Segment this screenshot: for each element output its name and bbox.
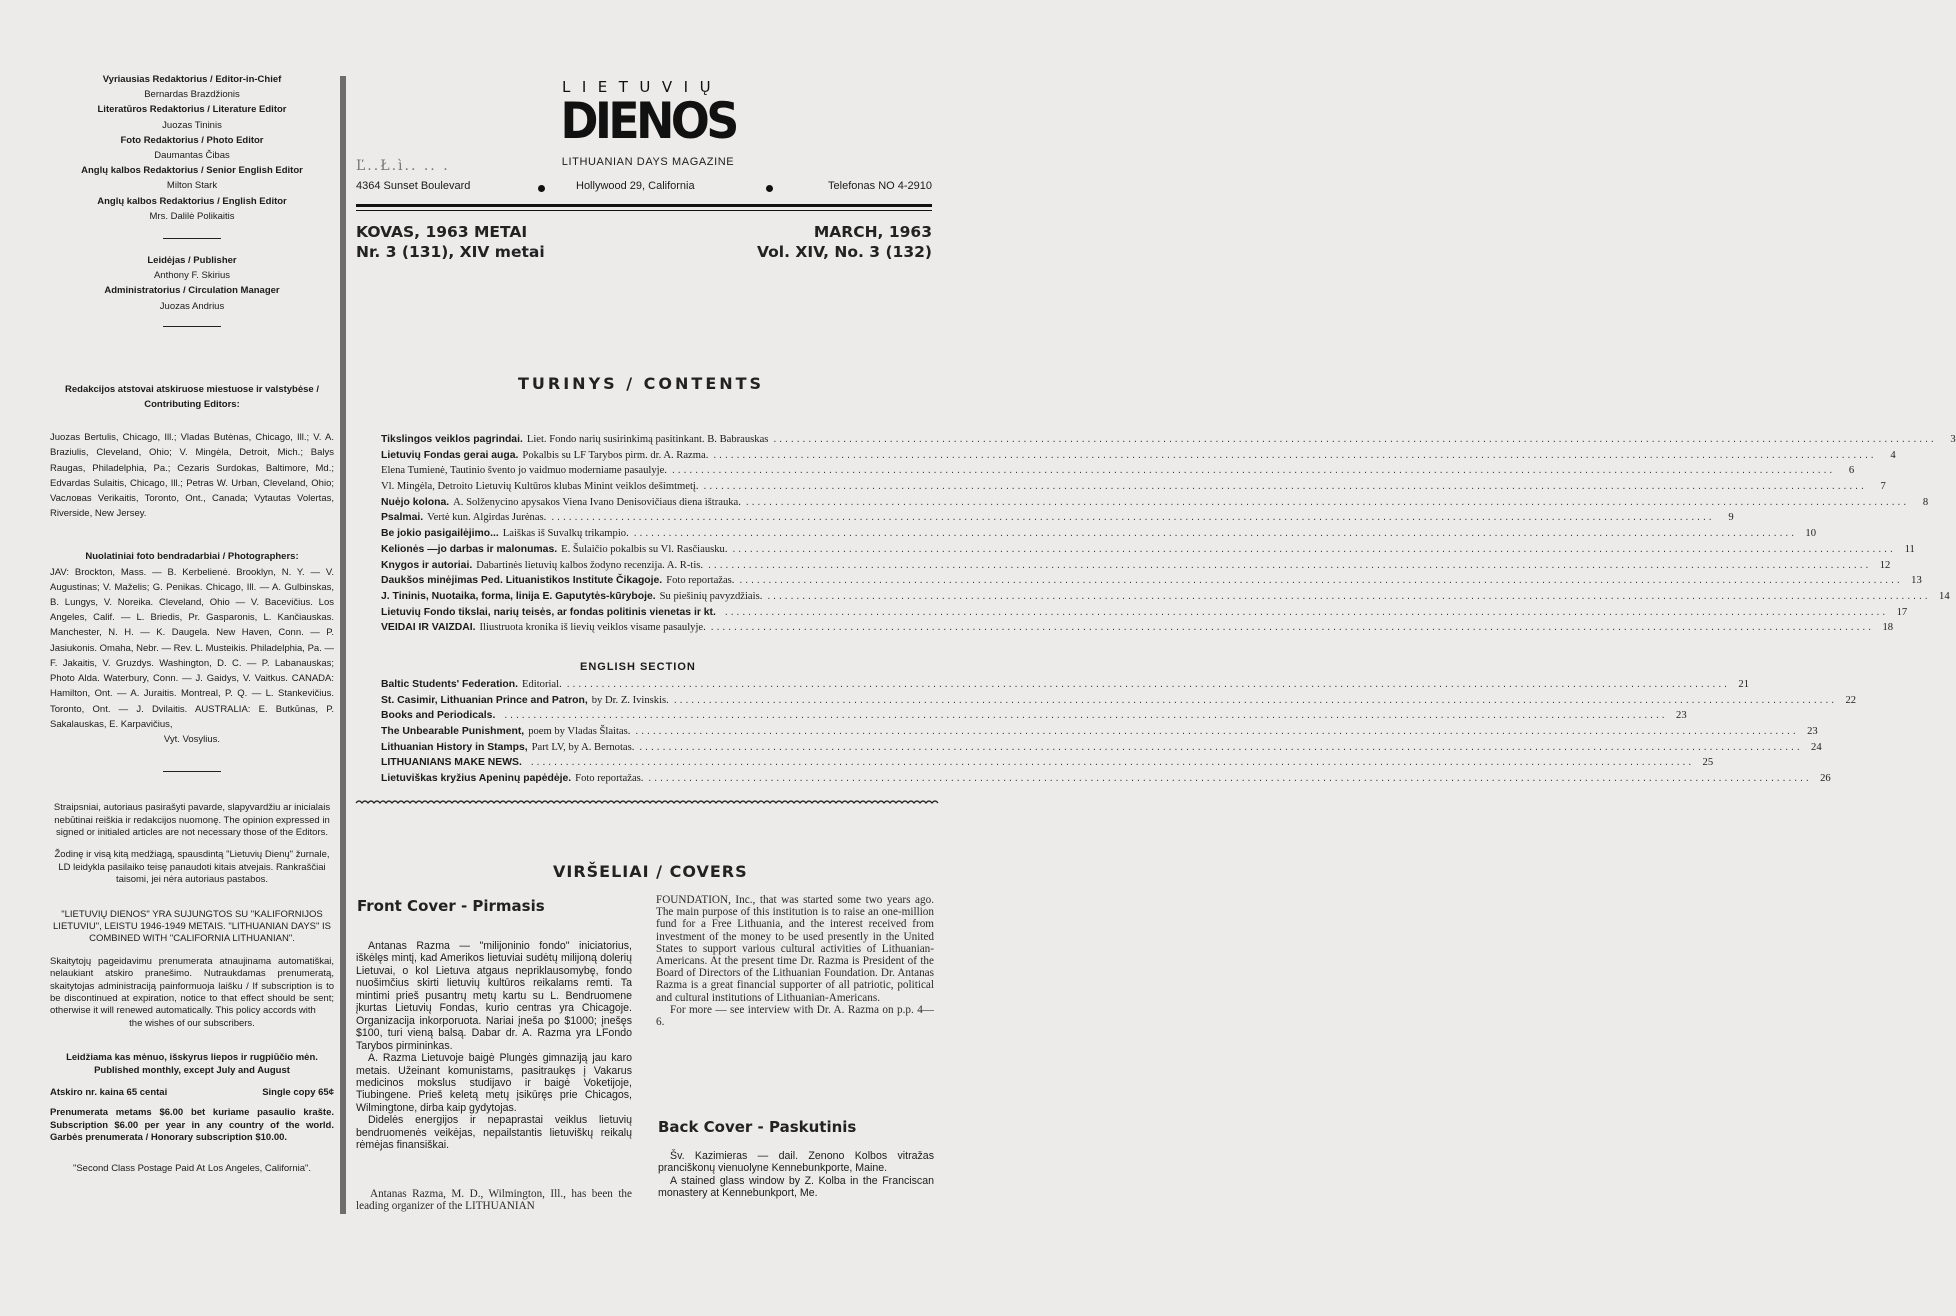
staff-role: Foto Redaktorius / Photo Editor xyxy=(120,134,264,146)
dot-leader: ........................................................................................................................................................................................................ xyxy=(529,758,1694,768)
photographers-heading: Nuolatiniai foto bendradarbiai / Photographers: xyxy=(85,551,299,563)
dot-leader: ........................................................................................................................................................................................................ xyxy=(672,695,1837,705)
entry-page: 6 xyxy=(1848,465,1855,477)
entry-title: Psalmai. xyxy=(381,512,424,524)
dot-leader: ........................................................................................................................................................................................................ xyxy=(503,711,1667,721)
masthead-rule xyxy=(356,210,932,211)
entry-title: Lietuvių Fondas gerai auga. xyxy=(381,449,519,461)
contents-entry xyxy=(381,528,1817,544)
publisher-name: Anthony F. Skirius xyxy=(153,270,231,282)
circulation-role: Administratorius / Circulation Manager xyxy=(104,285,280,297)
contents-heading: TURINYS / CONTENTS xyxy=(518,374,765,393)
contents-entry xyxy=(381,710,1687,726)
issue-lt-number: Nr. 3 (131), XIV metai xyxy=(356,243,545,261)
front-cover-lt-p3: Didelės energijos ir nepaprastai veiklus lietuvių bendruomenės veikėjas, nepailstantis lietuviškų reikalų rėmėjas finansiškai. xyxy=(356,1114,632,1152)
contents-entry xyxy=(381,449,1896,466)
bullet-icon xyxy=(766,185,773,192)
opinion-note: Straipsniai, autoriaus pasirašyti pavarde, slapyvardžiu ar inicialais nebūtinai reiškia ir redakcijos nuomonę. The opinion expressed in signed or initialed articles are not necessary those of the Editors. xyxy=(53,802,331,838)
contents-entry xyxy=(381,434,1956,450)
entry-description: Part LV, by A. Bernotas. xyxy=(531,741,635,753)
issue-en-number: Vol. XIV, No. 3 (132) xyxy=(756,243,932,261)
photographers-last: Vyt. Vosylius. xyxy=(163,733,221,745)
front-cover-en-more: For more — see interview with Dr. A. Razma on p.p. 4—6. xyxy=(656,1003,934,1029)
front-cover-en-p1-cont: FOUNDATION, Inc., that was started some two years ago. The main purpose of this institution is to raise an one-million fund for a Free Lithuania, and the interest received from investment of the money to be used presently in the United States to support various cultural activities of Lithuanian-Americans. At the present time Dr. Razma is President of the Board of Directors of the Lithuanian Foundation. Dr. Antanas Razma is a great financial supporter of all patriotic, political and cultural institutions of Lithuanian-Americans. xyxy=(656,894,934,1004)
entry-title: Nuėjo kolona. xyxy=(381,496,450,508)
entry-description: Iliustruota kronika iš lievių veiklos visame pasaulyje. xyxy=(479,622,706,634)
entry-page: 23 xyxy=(1807,726,1818,738)
entry-page: 11 xyxy=(1904,543,1915,555)
contents-entry xyxy=(381,559,1891,576)
entry-page: 22 xyxy=(1845,694,1857,706)
entry-description: Liet. Fondo narių susirinkimą pasitinkant. B. Babrauskas xyxy=(526,434,769,445)
entry-page: 3 xyxy=(1950,434,1956,445)
monthly-note-en: Published monthly, except July and August xyxy=(94,1064,290,1076)
circulation-name: Juozas Andrius xyxy=(159,300,225,312)
entry-title: LITHUANIANS MAKE NEWS. xyxy=(381,757,522,769)
entry-page: 14 xyxy=(1939,590,1950,602)
entry-page: 10 xyxy=(1805,528,1817,540)
contents-entry xyxy=(381,694,1857,711)
dot-leader: ........................................................................................................................................................................................................ xyxy=(638,742,1802,752)
entry-page: 24 xyxy=(1811,741,1822,753)
street-address: 4364 Sunset Boulevard xyxy=(356,180,471,192)
entry-title: Baltic Students' Federation. xyxy=(381,679,518,690)
contents-entry xyxy=(381,757,1714,773)
entry-title: Books and Periodicals. xyxy=(381,710,496,722)
entry-title: Be jokio pasigailėjimo... xyxy=(381,528,499,540)
front-cover-en-text xyxy=(656,894,934,1028)
entry-page: 26 xyxy=(1820,773,1831,785)
entry-title: Lietuvių Fondo tikslai, narių teisės, ar fondas politinis vienetas ir kt. xyxy=(381,606,716,618)
staff-name: Mrs. Dalilė Polikaitis xyxy=(149,210,235,222)
staff-role: Anglų kalbos Redaktorius / Senior English Editor xyxy=(81,165,303,177)
back-cover-text xyxy=(658,1150,934,1200)
front-cover-en-p1: Antanas Razma, M. D., Wilmington, Ill., has been the leading organizer of the LITHUANIAN xyxy=(356,1188,632,1213)
entry-description: Vertė kun. Algirdas Jurėnas. xyxy=(427,512,547,524)
dot-leader: ........................................................................................................................................................................................................ xyxy=(738,576,1902,586)
price-line xyxy=(50,1087,334,1099)
dot-leader: ........................................................................................................................................................................................................ xyxy=(707,560,1871,570)
entry-title: Daukšos minėjimas Ped. Lituanistikos Institute Čikagoje. xyxy=(381,575,663,587)
entry-description: poem by Vladas Šlaitas. xyxy=(528,726,631,738)
issue-lt-date: KOVAS, 1963 METAI xyxy=(356,223,528,241)
entry-title: St. Casimir, Lithuanian Prince and Patron, xyxy=(381,694,588,706)
dot-leader: ........................................................................................................................................................................................................ xyxy=(550,513,1714,523)
issue-en-date: MARCH, 1963 xyxy=(813,223,932,241)
vertical-bar xyxy=(340,76,346,1214)
monthly-note-lt: Leidžiama kas mėnuo, išskyrus liepos ir rugpiūčio mėn. xyxy=(66,1052,318,1064)
dot-leader: ........................................................................................................................................................................................................ xyxy=(712,450,1876,460)
contents-entry xyxy=(381,622,1894,638)
city-address: Hollywood 29, California xyxy=(576,180,695,192)
dot-leader: ........................................................................................................................................................................................................ xyxy=(766,591,1930,601)
entry-description: Dabartinės lietuvių kalbos žodyno recenzija. A. R-tis. xyxy=(476,559,704,571)
subscription-price: Prenumerata metams $6.00 bet kuriame pasaulio krašte. Subscription $6.00 per year in any country of the world. Garbės prenumerata / Honorary subscription $10.00. xyxy=(50,1107,334,1144)
front-cover-title: Front Cover - Pirmasis xyxy=(357,897,545,915)
contents-entry xyxy=(381,679,1749,695)
entry-description: Vl. Mingėla, Detroito Lietuvių Kultūros klubas Minint veiklos dešimtmetį. xyxy=(381,481,699,493)
entry-page: 12 xyxy=(1879,559,1891,571)
dot-leader: ........................................................................................................................................................................................................ xyxy=(670,466,1835,476)
entry-title: Kelionės —jo darbas ir malonumas. xyxy=(381,543,558,555)
english-section-heading: ENGLISH SECTION xyxy=(580,661,696,673)
entry-title: The Unbearable Punishment, xyxy=(381,726,525,738)
english-contents-list xyxy=(381,679,1857,789)
contents-entry xyxy=(381,741,1822,758)
contents-list xyxy=(381,434,1956,638)
reprint-note: Žodinę ir visą kitą medžiagą, spausdintą "Lietuvių Dienų" žurnale, LD leidykla pasilaiko teisę panaudoti kitais atvejais. Rankraščiai taisomi, jei nėra autoriaus pastabos. xyxy=(54,849,330,886)
contents-entry xyxy=(381,543,1915,560)
entry-description: Laiškas iš Suvalkų trikampio. xyxy=(502,528,629,540)
entry-title: VEIDAI IR VAIZDAI. xyxy=(381,622,476,634)
divider xyxy=(163,326,221,327)
entry-description: Foto reportažas. xyxy=(575,773,644,785)
contents-entry xyxy=(381,496,1929,513)
masthead-lietuviu: LIETUVIŲ xyxy=(562,78,723,96)
staff-name: Daumantas Čibas xyxy=(154,150,230,162)
entry-page: 13 xyxy=(1911,575,1922,587)
entry-page: 21 xyxy=(1738,679,1749,690)
subscription-note-last: the wishes of our subscribers. xyxy=(129,1017,255,1029)
staff-name: Bernardas Brazdžionis xyxy=(144,89,240,101)
entry-description: Editorial. xyxy=(522,679,562,690)
contributing-editors-text: Juozas Bertulis, Chicago, Ill.; Vladas Butėnas, Chicago, Ill.; V. A. Braziulis, Cleveland, Ohio; V. Mingėla, Detroit, Mich.; Balys Raugas, Philadelphia, Pa.; Cezaris Surdokas, Baltimore, Md.; Edvardas Sulaitis, Chicago, Ill.; Petras W. Urban, Cleveland, Ohio; Vacловas Verikaitis, Toronto, Ont., Canada; Vytautas Volertas, Riverside, New Jersey. xyxy=(50,432,334,520)
entry-description: E. Šulaičio pokalbis su Vl. Rasčiausku. xyxy=(561,543,728,555)
front-cover-en-text-start xyxy=(356,1188,632,1214)
publisher-role: Leidėjas / Publisher xyxy=(147,255,237,267)
front-cover-lt-p2: A. Razma Lietuvoje baigė Plungės gimnaziją jau karo metais. Užeinant komunistams, pasitraukęs į Vakarus medicinos mokslus studijavo ir baigė Voketijoje, Tiubingene. Prieš keletą metų įsikūręs prie Chicagos, Wilmingtone, dirba kaip gydytojas. xyxy=(356,1052,632,1114)
issue-lt xyxy=(356,222,545,262)
front-cover-lt-p1: Antanas Razma — "milijoninio fondo" iniciatorius, iškėlęs mintį, kad Amerikos lietuviai sudėtų milijoną dolerių Lietuvai, o kol Lietuva atgaus nepriklausomybę, fondo nuošimčius skirti lietuvių kultūros reikalams remti. Ta mintimi prieš pusantrų metų kartu su L. Bendruomene įkurtas Lietuvių Fondas, kurio centras yra Chicagoje. Organizacija inkorporuota. Nariai įneša po $1000; įnešęs $100, turi vieną balsą. Dabar dr. A. Razma yra LFondo Tarybos pirmininkas. xyxy=(356,940,632,1052)
contents-entry xyxy=(381,481,1886,497)
entry-description: Elena Tumienė, Tautinio švento jo vaidmuo moderniame pasaulyje. xyxy=(381,465,667,477)
dot-leader: ........................................................................................................................................................................................................ xyxy=(744,497,1909,507)
dot-leader: ........................................................................................................................................................................................................ xyxy=(772,435,1936,444)
entry-description: by Dr. Z. Ivinskis. xyxy=(591,694,669,706)
entry-title: Tikslingos veiklos pagrindai. xyxy=(381,434,523,445)
entry-description: Su piešinių pavyzdžiais. xyxy=(659,590,763,602)
entry-description: Foto reportažas. xyxy=(666,575,735,587)
issue-en xyxy=(757,222,932,262)
subscription-note: Skaitytojų pageidavimu prenumerata atnaujinama automatiškai, nelaukiant atskiro pranešimo. Nutraukdamas prenumeratą, skaitytojas administraciją painformuoja laišku / If subscription is to be discontinued at expiration, notice to that effect should be sent; otherwise it will renewed automatically. This policy accords with xyxy=(50,955,334,1017)
publisher-block xyxy=(50,253,334,314)
entry-description: Pokalbis su LF Tarybos pirm. dr. A. Razma. xyxy=(522,449,709,461)
front-cover-lt-text xyxy=(356,940,632,1152)
price-en: Single copy 65¢ xyxy=(262,1087,334,1099)
contents-entry xyxy=(381,773,1831,789)
dot-leader: ........................................................................................................................................................................................................ xyxy=(634,727,1798,737)
contents-entry xyxy=(381,465,1855,481)
dot-leader: ........................................................................................................................................................................................................ xyxy=(731,544,1895,554)
divider xyxy=(163,238,221,239)
entry-page: 23 xyxy=(1676,710,1687,722)
staff-role: Literatūros Redaktorius / Literature Editor xyxy=(97,104,287,116)
contents-entry xyxy=(381,575,1922,591)
entry-page: 25 xyxy=(1702,757,1714,769)
contributing-editors-heading: Redakcijos atstovai atskiruose miestuose ir valstybėse / Contributing Editors: xyxy=(65,383,319,411)
postage-note: "Second Class Postage Paid At Los Angeles, California". xyxy=(72,1162,312,1174)
back-cover-title: Back Cover - Paskutinis xyxy=(658,1118,857,1136)
divider xyxy=(163,771,221,772)
masthead-logo: DIENOS xyxy=(560,92,736,150)
dot-leader: ........................................................................................................................................................................................................ xyxy=(565,680,1729,689)
staff-column xyxy=(50,72,334,1175)
entry-title: Knygos ir autoriai. xyxy=(381,559,473,571)
dot-leader: ........................................................................................................................................................................................................ xyxy=(702,482,1866,492)
masthead-rule xyxy=(356,204,932,207)
back-cover-lt: Šv. Kazimieras — dail. Zenono Kolbos vitražas pranciškonų vienuolyne Kennebunkporte, Maine. xyxy=(658,1150,934,1175)
staff-name: Juozas Tininis xyxy=(162,119,222,131)
contents-entry xyxy=(381,590,1950,607)
dot-leader: ........................................................................................................................................................................................................ xyxy=(723,607,1888,617)
staff-role: Vyriausias Redaktorius / Editor-in-Chief xyxy=(102,74,282,85)
merge-note: "LIETUVIŲ DIENOS" YRA SUJUNGTOS SU "KALIFORNIJOS LIETUVIU", LEISTU 1946-1949 METAIS. "LITHUANIAN DAYS" IS COMBINED WITH "CALIFORNIA LITHUANIAN". xyxy=(53,908,331,945)
entry-title: Lithuanian History in Stamps, xyxy=(381,741,528,753)
entry-page: 17 xyxy=(1896,606,1908,618)
dot-leader: ........................................................................................................................................................................................................ xyxy=(647,774,1811,784)
entry-page: 7 xyxy=(1880,481,1886,493)
entry-title: J. Tininis, Nuotaika, forma, linija E. Gaputytės-kūryboje. xyxy=(381,590,656,602)
covers-heading: VIRŠELIAI / COVERS xyxy=(553,862,748,881)
contents-entry xyxy=(381,606,1908,623)
entry-page: 8 xyxy=(1922,496,1929,508)
contents-entry xyxy=(381,512,1734,528)
photographers-text: JAV: Brockton, Mass. — B. Kerbelienė. Brooklyn, N. Y. — V. Augustinas; V. Maželis; G. Penikas. Chicago, Ill. — A. Gulbinskas, B. Lungys, V. Noreika. Cleveland, Ohio — V. Bacevičius. Los Angeles, Calif. — L. Briedis, Pr. Gasparonis, L. Kančiauskas. Manchester, N. H. — K. Daugela. New Haven, Conn. — P. Jasiukonis. Omaha, Nebr. — Rev. L. Musteikis. Philadelphia, Pa. — F. Jakaitis, V. Gruzdys. Washington, D. C. — P. Labanauskas; Photo Alda. Waterbury, Conn. — J. Gaidys, V. Vaitkus. CANADA: Hamilton, Ont. — A. Juraitis. Montreal, P. Q. — L. Stankevičius. Toronto, Ont. — J. Dvilaitis. AUSTRALIA: E. Butkūnas, P. Sakalauskas, E. Karpavičius, xyxy=(50,566,334,730)
entry-description: A. Solženycino apysakos Viena Ivano Denisovičiaus diena ištrauka. xyxy=(453,496,741,508)
back-cover-en: A stained glass window by Z. Kolba in the Franciscan monastery at Kennebunkport, Me. xyxy=(658,1174,934,1200)
entry-page: 4 xyxy=(1890,449,1896,461)
phone-number: Telefonas NO 4-2910 xyxy=(828,180,932,192)
staff-name: Milton Stark xyxy=(166,180,218,192)
stamp-mark: Ľ..Ł.ì.. .. . xyxy=(356,158,450,174)
staff-list xyxy=(50,72,334,224)
staff-role: Anglų kalbos Redaktorius / English Editor xyxy=(97,195,287,207)
wavy-divider xyxy=(356,798,934,808)
contents-entry xyxy=(381,726,1818,742)
entry-page: 9 xyxy=(1728,512,1734,524)
entry-title: Lietuviškas kryžius Apeninų papėdėje. xyxy=(381,773,572,785)
dot-leader: ........................................................................................................................................................................................................ xyxy=(709,623,1874,633)
dot-leader: ........................................................................................................................................................................................................ xyxy=(632,529,1797,539)
price-lt: Atskiro nr. kaina 65 centai xyxy=(50,1087,168,1099)
address-row xyxy=(356,180,932,196)
bullet-icon xyxy=(538,185,545,192)
masthead-subtitle: LITHUANIAN DAYS MAGAZINE xyxy=(561,156,735,168)
entry-page: 18 xyxy=(1882,622,1894,634)
